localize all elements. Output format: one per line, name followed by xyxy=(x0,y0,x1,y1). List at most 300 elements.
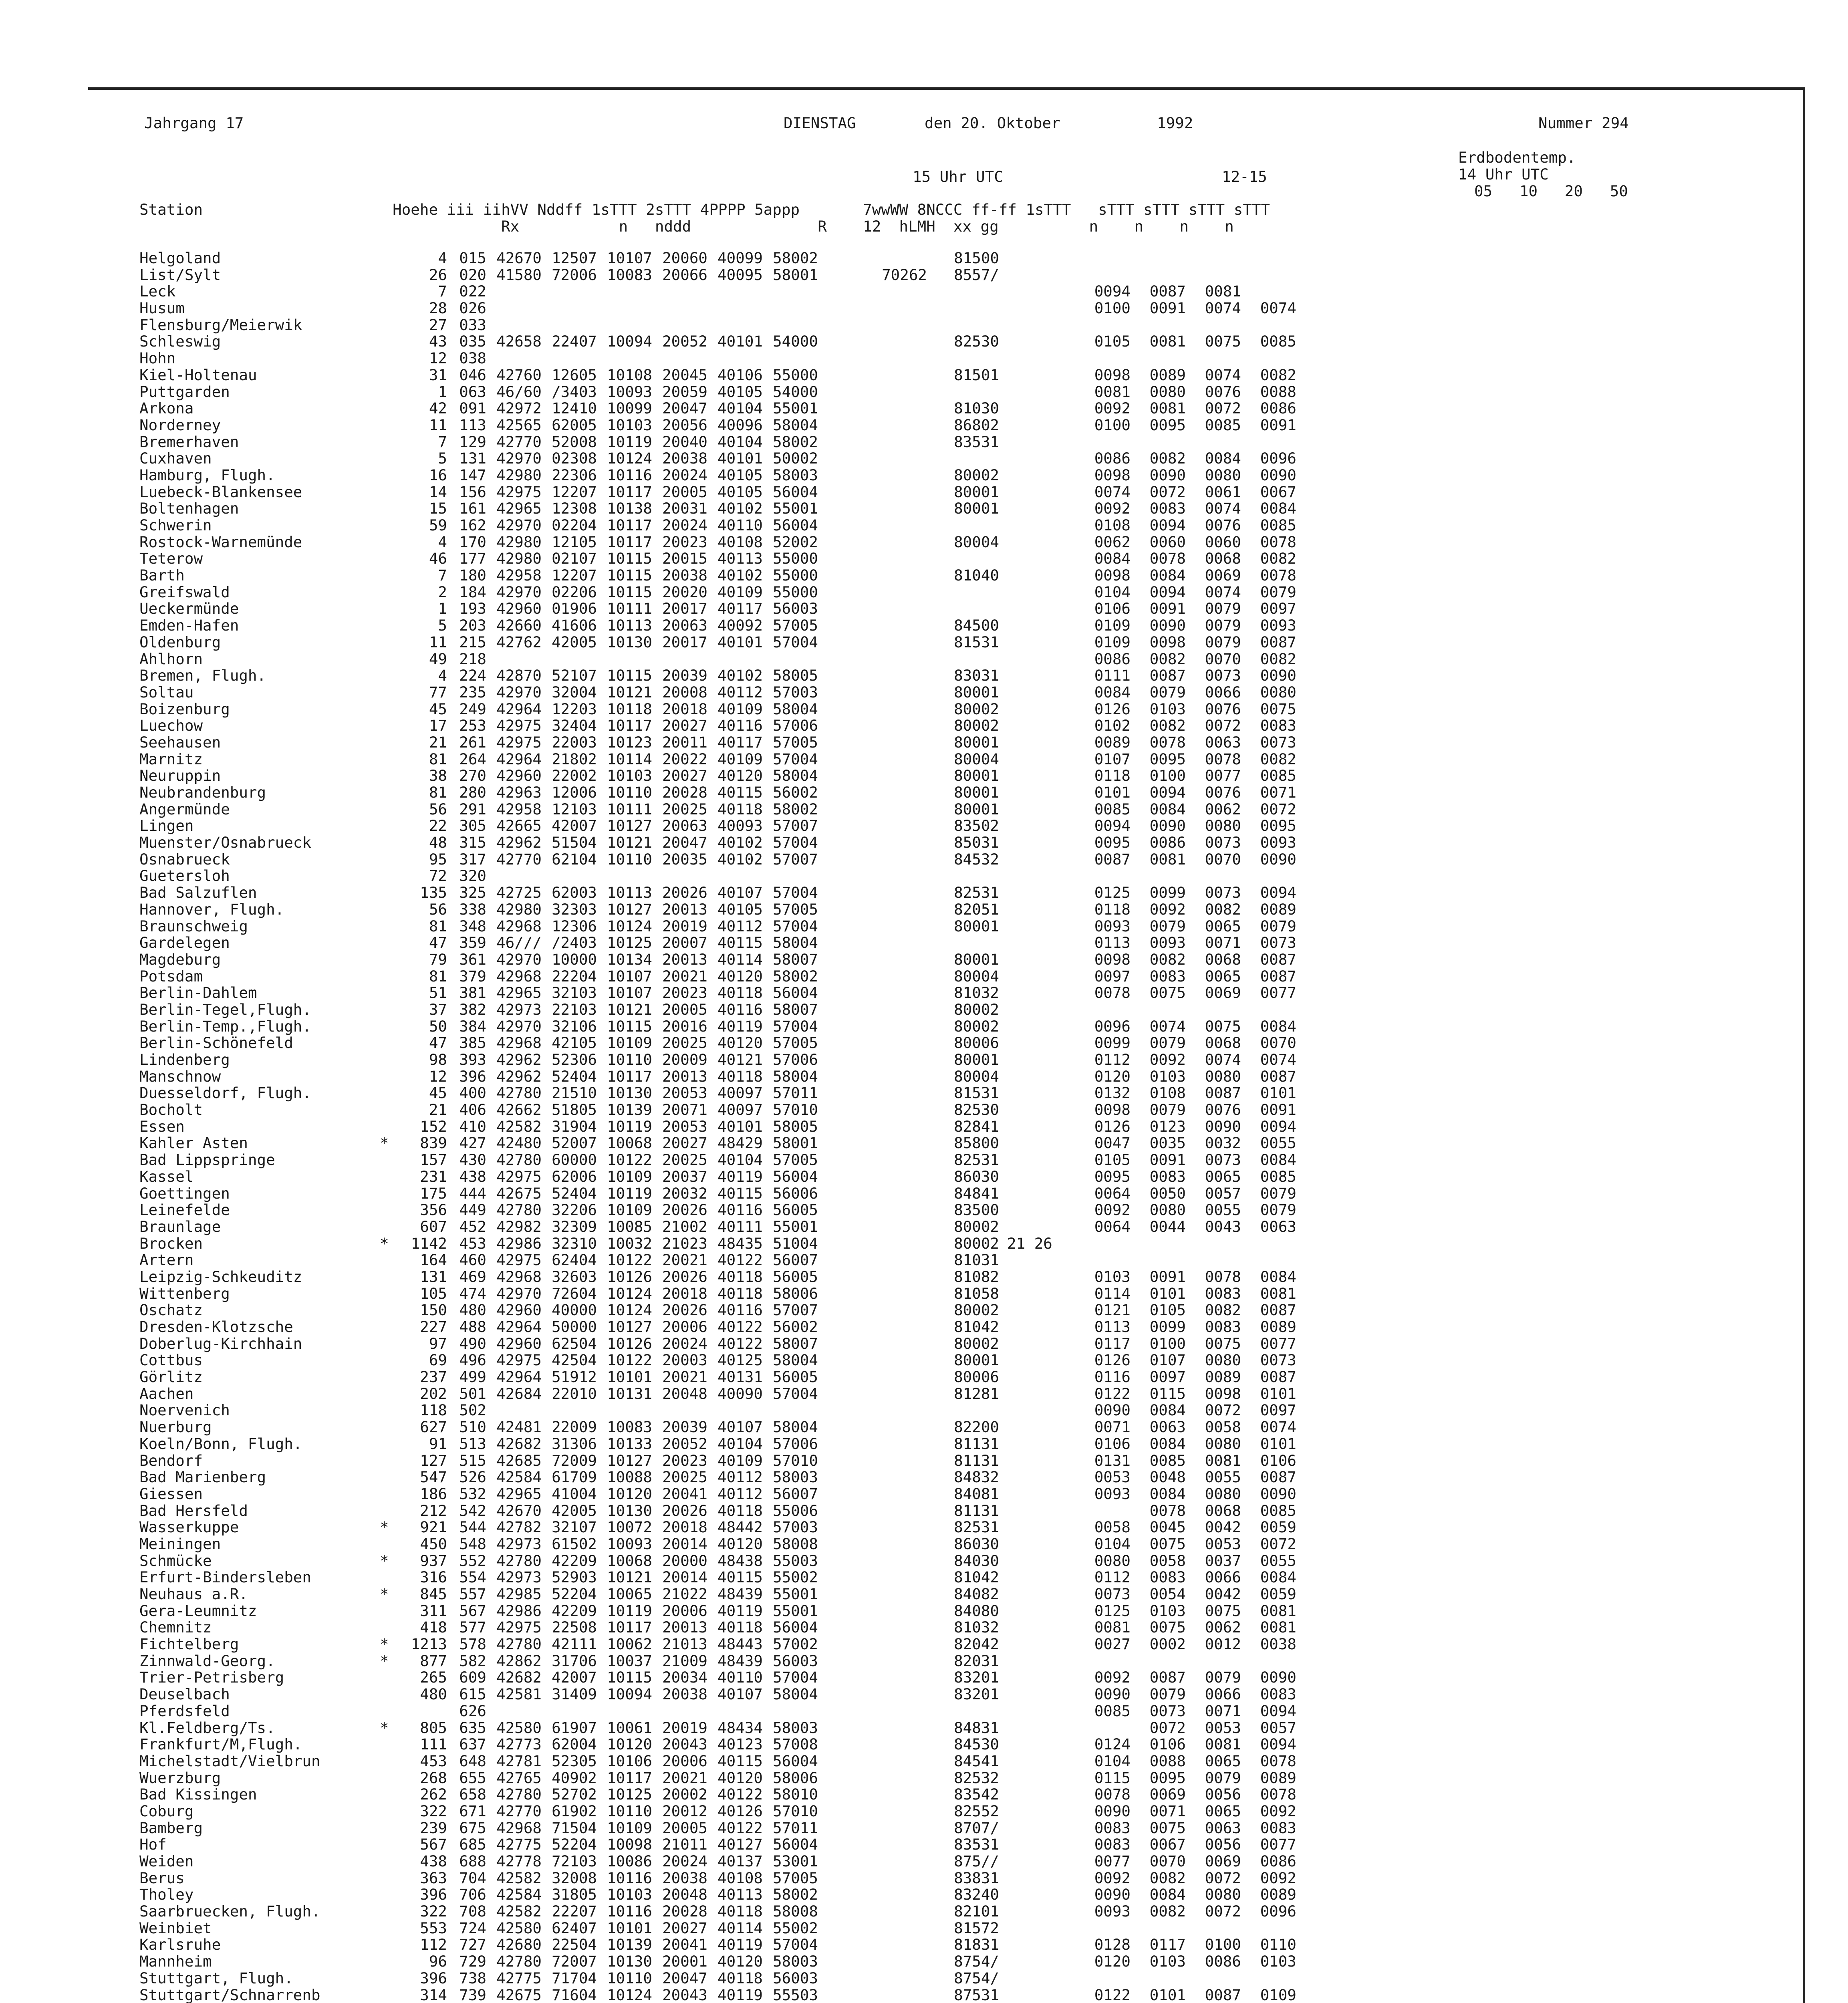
station-name: Flensburg/Meierwik xyxy=(139,316,302,334)
group-1sttt: 10083 xyxy=(607,1418,652,1436)
soil-temp-20: 0081 xyxy=(1205,1735,1241,1753)
station-index: 615 xyxy=(459,1685,486,1703)
soil-temp-20: 0075 xyxy=(1205,1602,1241,1620)
group-1sttt: 10134 xyxy=(607,950,652,968)
soil-temp-05: 0105 xyxy=(1094,1151,1131,1169)
soil-temp-05: 0111 xyxy=(1094,667,1131,685)
station-index: 131 xyxy=(459,449,486,468)
group-4pppp: 40119 xyxy=(717,1017,763,1035)
soil-temp-10: 0088 xyxy=(1149,1752,1186,1770)
soil-temp-50: 0082 xyxy=(1260,366,1296,384)
group-2sttt: 20026 xyxy=(662,1301,707,1319)
mountain-marker: * xyxy=(380,1719,389,1737)
soil-temp-50: 0073 xyxy=(1260,1351,1296,1369)
soil-temp-50: 0059 xyxy=(1260,1518,1296,1536)
elevation: 937 xyxy=(420,1552,447,1570)
group-1sttt: 10065 xyxy=(607,1585,652,1603)
group-1sttt: 10098 xyxy=(607,1836,652,1854)
soil-temp-05: 0095 xyxy=(1094,834,1131,852)
soil-temp-05: 0114 xyxy=(1094,1284,1131,1302)
table-row xyxy=(139,1970,1296,1987)
soil-temp-20: 0081 xyxy=(1205,1451,1241,1469)
group-5appp: 58002 xyxy=(773,249,818,267)
group-nddff: 22207 xyxy=(552,1902,597,1920)
table-row xyxy=(139,1636,1296,1653)
soil-temp-20: 0065 xyxy=(1205,1167,1241,1185)
soil-temp-50: 0091 xyxy=(1260,1101,1296,1119)
group-4pppp: 40118 xyxy=(717,1618,763,1636)
soil-temp-10: 0071 xyxy=(1149,1802,1186,1820)
elevation: 4 xyxy=(438,667,447,685)
group-iihvv: 42581 xyxy=(496,1685,542,1703)
group-2sttt: 20052 xyxy=(662,1435,707,1453)
group-4pppp: 40112 xyxy=(717,1468,763,1486)
soil-temp-20: 0086 xyxy=(1205,1953,1241,1971)
soil-temp-05: 0125 xyxy=(1094,1602,1131,1620)
station-index: 270 xyxy=(459,767,486,785)
group-1sttt: 10124 xyxy=(607,1284,652,1302)
soil-temp-20: 0079 xyxy=(1205,600,1241,618)
station-name: Koeln/Bonn, Flugh. xyxy=(139,1435,302,1453)
elevation: 17 xyxy=(429,717,447,735)
station-index: 203 xyxy=(459,617,486,635)
group-nddff: 02204 xyxy=(552,516,597,534)
group-nddff: 12207 xyxy=(552,483,597,501)
elevation: 59 xyxy=(429,516,447,534)
soil-temp-20: 0080 xyxy=(1205,1886,1241,1904)
group-8nccc: 80006 xyxy=(954,1368,999,1386)
elevation: 396 xyxy=(420,1886,447,1904)
station-name: Braunschweig xyxy=(139,917,248,935)
group-1sttt: 10127 xyxy=(607,900,652,918)
soil-temp-10: 0103 xyxy=(1149,1953,1186,1971)
elevation: 627 xyxy=(420,1418,447,1436)
group-1sttt: 10121 xyxy=(607,683,652,701)
group-2sttt: 21002 xyxy=(662,1217,707,1235)
elevation: 921 xyxy=(420,1518,447,1536)
group-8nccc: 80001 xyxy=(954,784,999,801)
group-nddff: 52007 xyxy=(552,1134,597,1152)
table-row xyxy=(139,1135,1296,1152)
group-iihvv: 42580 xyxy=(496,1719,542,1737)
soil-temp-10: 0002 xyxy=(1149,1635,1186,1653)
group-4pppp: 40120 xyxy=(717,1769,763,1787)
group-5appp: 57005 xyxy=(773,1034,818,1052)
station-name: Berlin-Dahlem xyxy=(139,984,257,1002)
group-5appp: 58005 xyxy=(773,1117,818,1135)
soil-temp-05: 0120 xyxy=(1094,1067,1131,1085)
soil-temp-10: 0084 xyxy=(1149,800,1186,818)
group-nddff: 52306 xyxy=(552,1051,597,1068)
group-iihvv: 42980 xyxy=(496,550,542,568)
elevation: 31 xyxy=(429,366,447,384)
soil-temp-50: 0075 xyxy=(1260,700,1296,718)
group-nddff: 51805 xyxy=(552,1101,597,1119)
group-5appp: 58003 xyxy=(773,1953,818,1971)
table-row xyxy=(139,851,1296,868)
group-2sttt: 20043 xyxy=(662,1986,707,2003)
soil-temp-50: 0096 xyxy=(1260,1902,1296,1920)
group-8nccc: 81500 xyxy=(954,249,999,267)
group-iihvv: 42973 xyxy=(496,1568,542,1586)
group-5appp: 56004 xyxy=(773,984,818,1002)
soil-temp-50: 0109 xyxy=(1260,1986,1296,2003)
group-iihvv: 42780 xyxy=(496,1785,542,1804)
soil-temp-10: 0058 xyxy=(1149,1552,1186,1570)
soil-temp-20: 0083 xyxy=(1205,1284,1241,1302)
group-2sttt: 20053 xyxy=(662,1117,707,1135)
soil-temp-20: 0068 xyxy=(1205,950,1241,968)
group-4pppp: 40096 xyxy=(717,416,763,434)
group-4pppp: 40120 xyxy=(717,767,763,785)
station-index: 253 xyxy=(459,717,486,735)
soil-temp-50: 0071 xyxy=(1260,784,1296,801)
table-row xyxy=(139,751,1296,768)
group-4pppp: 40104 xyxy=(717,399,763,417)
group-nddff: 41606 xyxy=(552,617,597,635)
group-2sttt: 20026 xyxy=(662,1201,707,1219)
group-1sttt: 10124 xyxy=(607,449,652,468)
group-2sttt: 20047 xyxy=(662,399,707,417)
group-nddff: 22009 xyxy=(552,1418,597,1436)
elevation: 46 xyxy=(429,550,447,568)
station-name: Wuerzburg xyxy=(139,1769,221,1787)
station-index: 739 xyxy=(459,1986,486,2003)
group-5appp: 58003 xyxy=(773,466,818,484)
station-index: 361 xyxy=(459,950,486,968)
soil-temp-20: 0071 xyxy=(1205,1702,1241,1720)
soil-temp-50: 0082 xyxy=(1260,550,1296,568)
group-2sttt: 20005 xyxy=(662,483,707,501)
station-name: Boltenhagen xyxy=(139,500,239,518)
elevation: 81 xyxy=(429,917,447,935)
group-2sttt: 20045 xyxy=(662,366,707,384)
group-2sttt: 20013 xyxy=(662,1618,707,1636)
elevation: 127 xyxy=(420,1451,447,1469)
soil-temp-20: 0082 xyxy=(1205,900,1241,918)
group-2sttt: 21011 xyxy=(662,1836,707,1854)
elevation: 47 xyxy=(429,934,447,952)
group-iihvv: 42986 xyxy=(496,1234,542,1252)
group-1sttt: 10109 xyxy=(607,1201,652,1219)
soil-temp-50: 0093 xyxy=(1260,834,1296,852)
group-1sttt: 10120 xyxy=(607,1485,652,1503)
soil-temp-05: 0126 xyxy=(1094,700,1131,718)
group-2sttt: 20041 xyxy=(662,1936,707,1954)
soil-temp-50: 0087 xyxy=(1260,1468,1296,1486)
table-row xyxy=(139,400,1296,417)
group-nddff: 32004 xyxy=(552,683,597,701)
soil-temp-20: 0080 xyxy=(1205,1351,1241,1369)
station-index: 147 xyxy=(459,466,486,484)
group-5appp: 58008 xyxy=(773,1902,818,1920)
group-8nccc: 83531 xyxy=(954,433,999,451)
table-row xyxy=(139,1836,1296,1853)
group-4pppp: 40105 xyxy=(717,466,763,484)
group-2sttt: 20056 xyxy=(662,416,707,434)
table-row xyxy=(139,1068,1296,1085)
station-index: 320 xyxy=(459,867,486,885)
group-nddff: 72009 xyxy=(552,1451,597,1469)
soil-temp-20: 0066 xyxy=(1205,1568,1241,1586)
soil-temp-05: 0098 xyxy=(1094,366,1131,384)
table-row xyxy=(139,1736,1296,1753)
group-1sttt: 10117 xyxy=(607,1769,652,1787)
group-4pppp: 40101 xyxy=(717,332,763,351)
group-5appp: 58004 xyxy=(773,700,818,718)
table-row xyxy=(139,651,1296,668)
group-1sttt: 10032 xyxy=(607,1234,652,1252)
group-2sttt: 20039 xyxy=(662,667,707,685)
group-8nccc: 82031 xyxy=(954,1652,999,1670)
soil-temp-05: 0092 xyxy=(1094,1668,1131,1687)
group-5appp: 55000 xyxy=(773,550,818,568)
elevation: 314 xyxy=(420,1986,447,2003)
group-nddff: 62407 xyxy=(552,1919,597,1937)
table-row xyxy=(139,1686,1296,1703)
table-row xyxy=(139,600,1296,617)
soil-temp-20: 0076 xyxy=(1205,383,1241,401)
soil-temp-50: 0083 xyxy=(1260,717,1296,735)
group-2sttt: 20052 xyxy=(662,332,707,351)
table-row xyxy=(139,1886,1296,1903)
group-iihvv: 42980 xyxy=(496,466,542,484)
station-name: Hannover, Flugh. xyxy=(139,900,284,918)
group-5appp: 55000 xyxy=(773,583,818,601)
group-2sttt: 20059 xyxy=(662,383,707,401)
group-4pppp: 40127 xyxy=(717,1836,763,1854)
station-name: Rostock-Warnemünde xyxy=(139,533,302,551)
soil-temp-10: 0095 xyxy=(1149,750,1186,768)
table-row xyxy=(139,1903,1296,1920)
soil-temp-05: 0107 xyxy=(1094,750,1131,768)
soil-temp-05: 0092 xyxy=(1094,1201,1131,1219)
soil-temp-10: 0079 xyxy=(1149,1685,1186,1703)
soil-temp-05: 0126 xyxy=(1094,1351,1131,1369)
station-index: 501 xyxy=(459,1384,486,1403)
group-iihvv: 42665 xyxy=(496,817,542,835)
group-4pppp: 40119 xyxy=(717,1986,763,2003)
group-nddff: /2403 xyxy=(552,934,597,952)
table-row xyxy=(139,1085,1296,1102)
soil-temp-20: 0076 xyxy=(1205,784,1241,801)
group-5appp: 58002 xyxy=(773,967,818,985)
table-row xyxy=(139,567,1296,584)
group-8nccc: 80002 xyxy=(954,700,999,718)
soil-temp-05: 0093 xyxy=(1094,917,1131,935)
group-nddff: 22407 xyxy=(552,332,597,351)
soil-temp-05: 0117 xyxy=(1094,1334,1131,1352)
soil-temp-05: 0104 xyxy=(1094,1752,1131,1770)
elevation: 363 xyxy=(420,1869,447,1887)
station-index: 393 xyxy=(459,1051,486,1068)
soil-temp-05: 0080 xyxy=(1094,1552,1131,1570)
station-name: Muenster/Osnabrueck xyxy=(139,834,311,852)
group-8nccc: 80004 xyxy=(954,533,999,551)
elevation: 91 xyxy=(429,1435,447,1453)
station-index: 453 xyxy=(459,1234,486,1252)
station-name: Nuerburg xyxy=(139,1418,212,1436)
group-2sttt: 20047 xyxy=(662,1969,707,1987)
table-row xyxy=(139,1102,1296,1118)
soil-temp-10: 0099 xyxy=(1149,884,1186,902)
soil-temp-10: 0074 xyxy=(1149,1017,1186,1035)
station-name: Hof xyxy=(139,1836,167,1854)
station-name: Stuttgart, Flugh. xyxy=(139,1969,293,1987)
soil-temp-50: 0090 xyxy=(1260,1668,1296,1687)
station-index: 488 xyxy=(459,1318,486,1336)
group-2sttt: 20037 xyxy=(662,1167,707,1185)
table-row xyxy=(139,517,1296,534)
station-index: 738 xyxy=(459,1969,486,1987)
station-index: 460 xyxy=(459,1251,486,1269)
soil-temp-05: 0121 xyxy=(1094,1301,1131,1319)
soil-temp-05: 0084 xyxy=(1094,550,1131,568)
group-1sttt: 10115 xyxy=(607,566,652,584)
table-row xyxy=(139,1720,1296,1737)
group-nddff: 12507 xyxy=(552,249,597,267)
soil-temp-20: 0087 xyxy=(1205,1084,1241,1102)
station-index: 655 xyxy=(459,1769,486,1787)
soil-temp-05: 0102 xyxy=(1094,717,1131,735)
soil-temp-10: 0044 xyxy=(1149,1217,1186,1235)
group-8nccc: 8754/ xyxy=(954,1953,999,1971)
soil-temp-50: 0089 xyxy=(1260,1886,1296,1904)
group-2sttt: 20066 xyxy=(662,266,707,284)
group-2sttt: 20025 xyxy=(662,1151,707,1169)
station-name: Trier-Petrisberg xyxy=(139,1668,284,1687)
group-iihvv: 42958 xyxy=(496,800,542,818)
group-1sttt: 10116 xyxy=(607,1902,652,1920)
soil-temp-10: 0063 xyxy=(1149,1418,1186,1436)
group-4pppp: 40118 xyxy=(717,1501,763,1519)
group-iihvv: 42662 xyxy=(496,1101,542,1119)
elevation: 45 xyxy=(429,1084,447,1102)
group-nddff: 32106 xyxy=(552,1017,597,1035)
group-iihvv: 42980 xyxy=(496,533,542,551)
group-8nccc: 875// xyxy=(954,1852,999,1870)
group-8nccc: 82200 xyxy=(954,1418,999,1436)
group-iihvv: 42968 xyxy=(496,917,542,935)
group-2sttt: 21023 xyxy=(662,1234,707,1252)
soil-temp-20: 0062 xyxy=(1205,800,1241,818)
soil-temp-10: 0083 xyxy=(1149,1568,1186,1586)
elevation: 607 xyxy=(420,1217,447,1235)
group-iihvv: 42670 xyxy=(496,249,542,267)
group-8nccc: 82531 xyxy=(954,1151,999,1169)
group-1sttt: 10117 xyxy=(607,1618,652,1636)
soil-temp-50: 0087 xyxy=(1260,633,1296,651)
station-index: 170 xyxy=(459,533,486,551)
group-4pppp: 40113 xyxy=(717,1886,763,1904)
group-5appp: 57004 xyxy=(773,1384,818,1403)
group-5appp: 56003 xyxy=(773,1652,818,1670)
group-1sttt: 10122 xyxy=(607,1351,652,1369)
group-1sttt: 10111 xyxy=(607,800,652,818)
soil-temp-20: 0085 xyxy=(1205,416,1241,434)
group-5appp: 57010 xyxy=(773,1802,818,1820)
group-nddff: 32103 xyxy=(552,984,597,1002)
group-1sttt: 10121 xyxy=(607,1568,652,1586)
group-5appp: 57007 xyxy=(773,817,818,835)
soil-temp-10: 0048 xyxy=(1149,1468,1186,1486)
table-row xyxy=(139,768,1296,784)
soil-temp-10: 0103 xyxy=(1149,700,1186,718)
group-8nccc: 80001 xyxy=(954,800,999,818)
elevation: 450 xyxy=(420,1535,447,1553)
soil-temp-10: 0083 xyxy=(1149,1167,1186,1185)
station-index: 325 xyxy=(459,884,486,902)
group-nddff: 12605 xyxy=(552,366,597,384)
group-iihvv: 42780 xyxy=(496,1953,542,1971)
soil-temp-05: 0092 xyxy=(1094,500,1131,518)
table-row xyxy=(139,1319,1296,1336)
station-index: 410 xyxy=(459,1117,486,1135)
group-4pppp: 40112 xyxy=(717,1485,763,1503)
soil-temp-05: 0090 xyxy=(1094,1401,1131,1419)
station-name: Norderney xyxy=(139,416,221,434)
group-nddff: 72006 xyxy=(552,266,597,284)
group-1sttt: 10101 xyxy=(607,1368,652,1386)
group-nddff: 12103 xyxy=(552,800,597,818)
station-index: 046 xyxy=(459,366,486,384)
soil-temp-05: 0098 xyxy=(1094,950,1131,968)
group-8nccc: 83531 xyxy=(954,1836,999,1854)
soil-temp-50: 0084 xyxy=(1260,1017,1296,1035)
group-nddff: 61902 xyxy=(552,1802,597,1820)
elevation: 131 xyxy=(420,1267,447,1286)
group-8nccc: 81831 xyxy=(954,1936,999,1954)
soil-temp-05: 0083 xyxy=(1094,1836,1131,1854)
soil-temp-50: 0094 xyxy=(1260,884,1296,902)
table-row xyxy=(139,1369,1296,1386)
group-2sttt: 20022 xyxy=(662,750,707,768)
soil-temp-10: 0084 xyxy=(1149,1435,1186,1453)
group-1sttt: 10124 xyxy=(607,917,652,935)
group-1sttt: 10127 xyxy=(607,817,652,835)
group-4pppp: 40101 xyxy=(717,633,763,651)
soil-temp-50: 0055 xyxy=(1260,1134,1296,1152)
soil-temp-10: 0067 xyxy=(1149,1836,1186,1854)
soil-temp-20: 0080 xyxy=(1205,1485,1241,1503)
group-4pppp: 40101 xyxy=(717,449,763,468)
station-name: Kl.Feldberg/Ts. xyxy=(139,1719,275,1737)
group-1sttt: 10116 xyxy=(607,466,652,484)
group-4pppp: 48429 xyxy=(717,1134,763,1152)
group-1sttt: 10127 xyxy=(607,1451,652,1469)
group-1sttt: 10139 xyxy=(607,1936,652,1954)
elevation: 237 xyxy=(420,1368,447,1386)
soil-temp-50: 0106 xyxy=(1260,1451,1296,1469)
soil-temp-20: 0069 xyxy=(1205,984,1241,1002)
station-name: Bamberg xyxy=(139,1819,203,1837)
group-5appp: 58006 xyxy=(773,1769,818,1787)
elevation: 98 xyxy=(429,1051,447,1068)
group-nddff: 22103 xyxy=(552,1000,597,1018)
group-5appp: 54000 xyxy=(773,383,818,401)
station-index: 235 xyxy=(459,683,486,701)
group-5appp: 55006 xyxy=(773,1501,818,1519)
table-row xyxy=(139,484,1296,501)
group-nddff: 52903 xyxy=(552,1568,597,1586)
station-name: Coburg xyxy=(139,1802,194,1820)
soil-temp-50: 0055 xyxy=(1260,1552,1296,1570)
table-row xyxy=(139,1002,1296,1018)
group-2sttt: 20026 xyxy=(662,1267,707,1286)
group-1sttt: 10110 xyxy=(607,1802,652,1820)
soil-temp-20: 0087 xyxy=(1205,1986,1241,2003)
group-1sttt: 10131 xyxy=(607,1384,652,1403)
